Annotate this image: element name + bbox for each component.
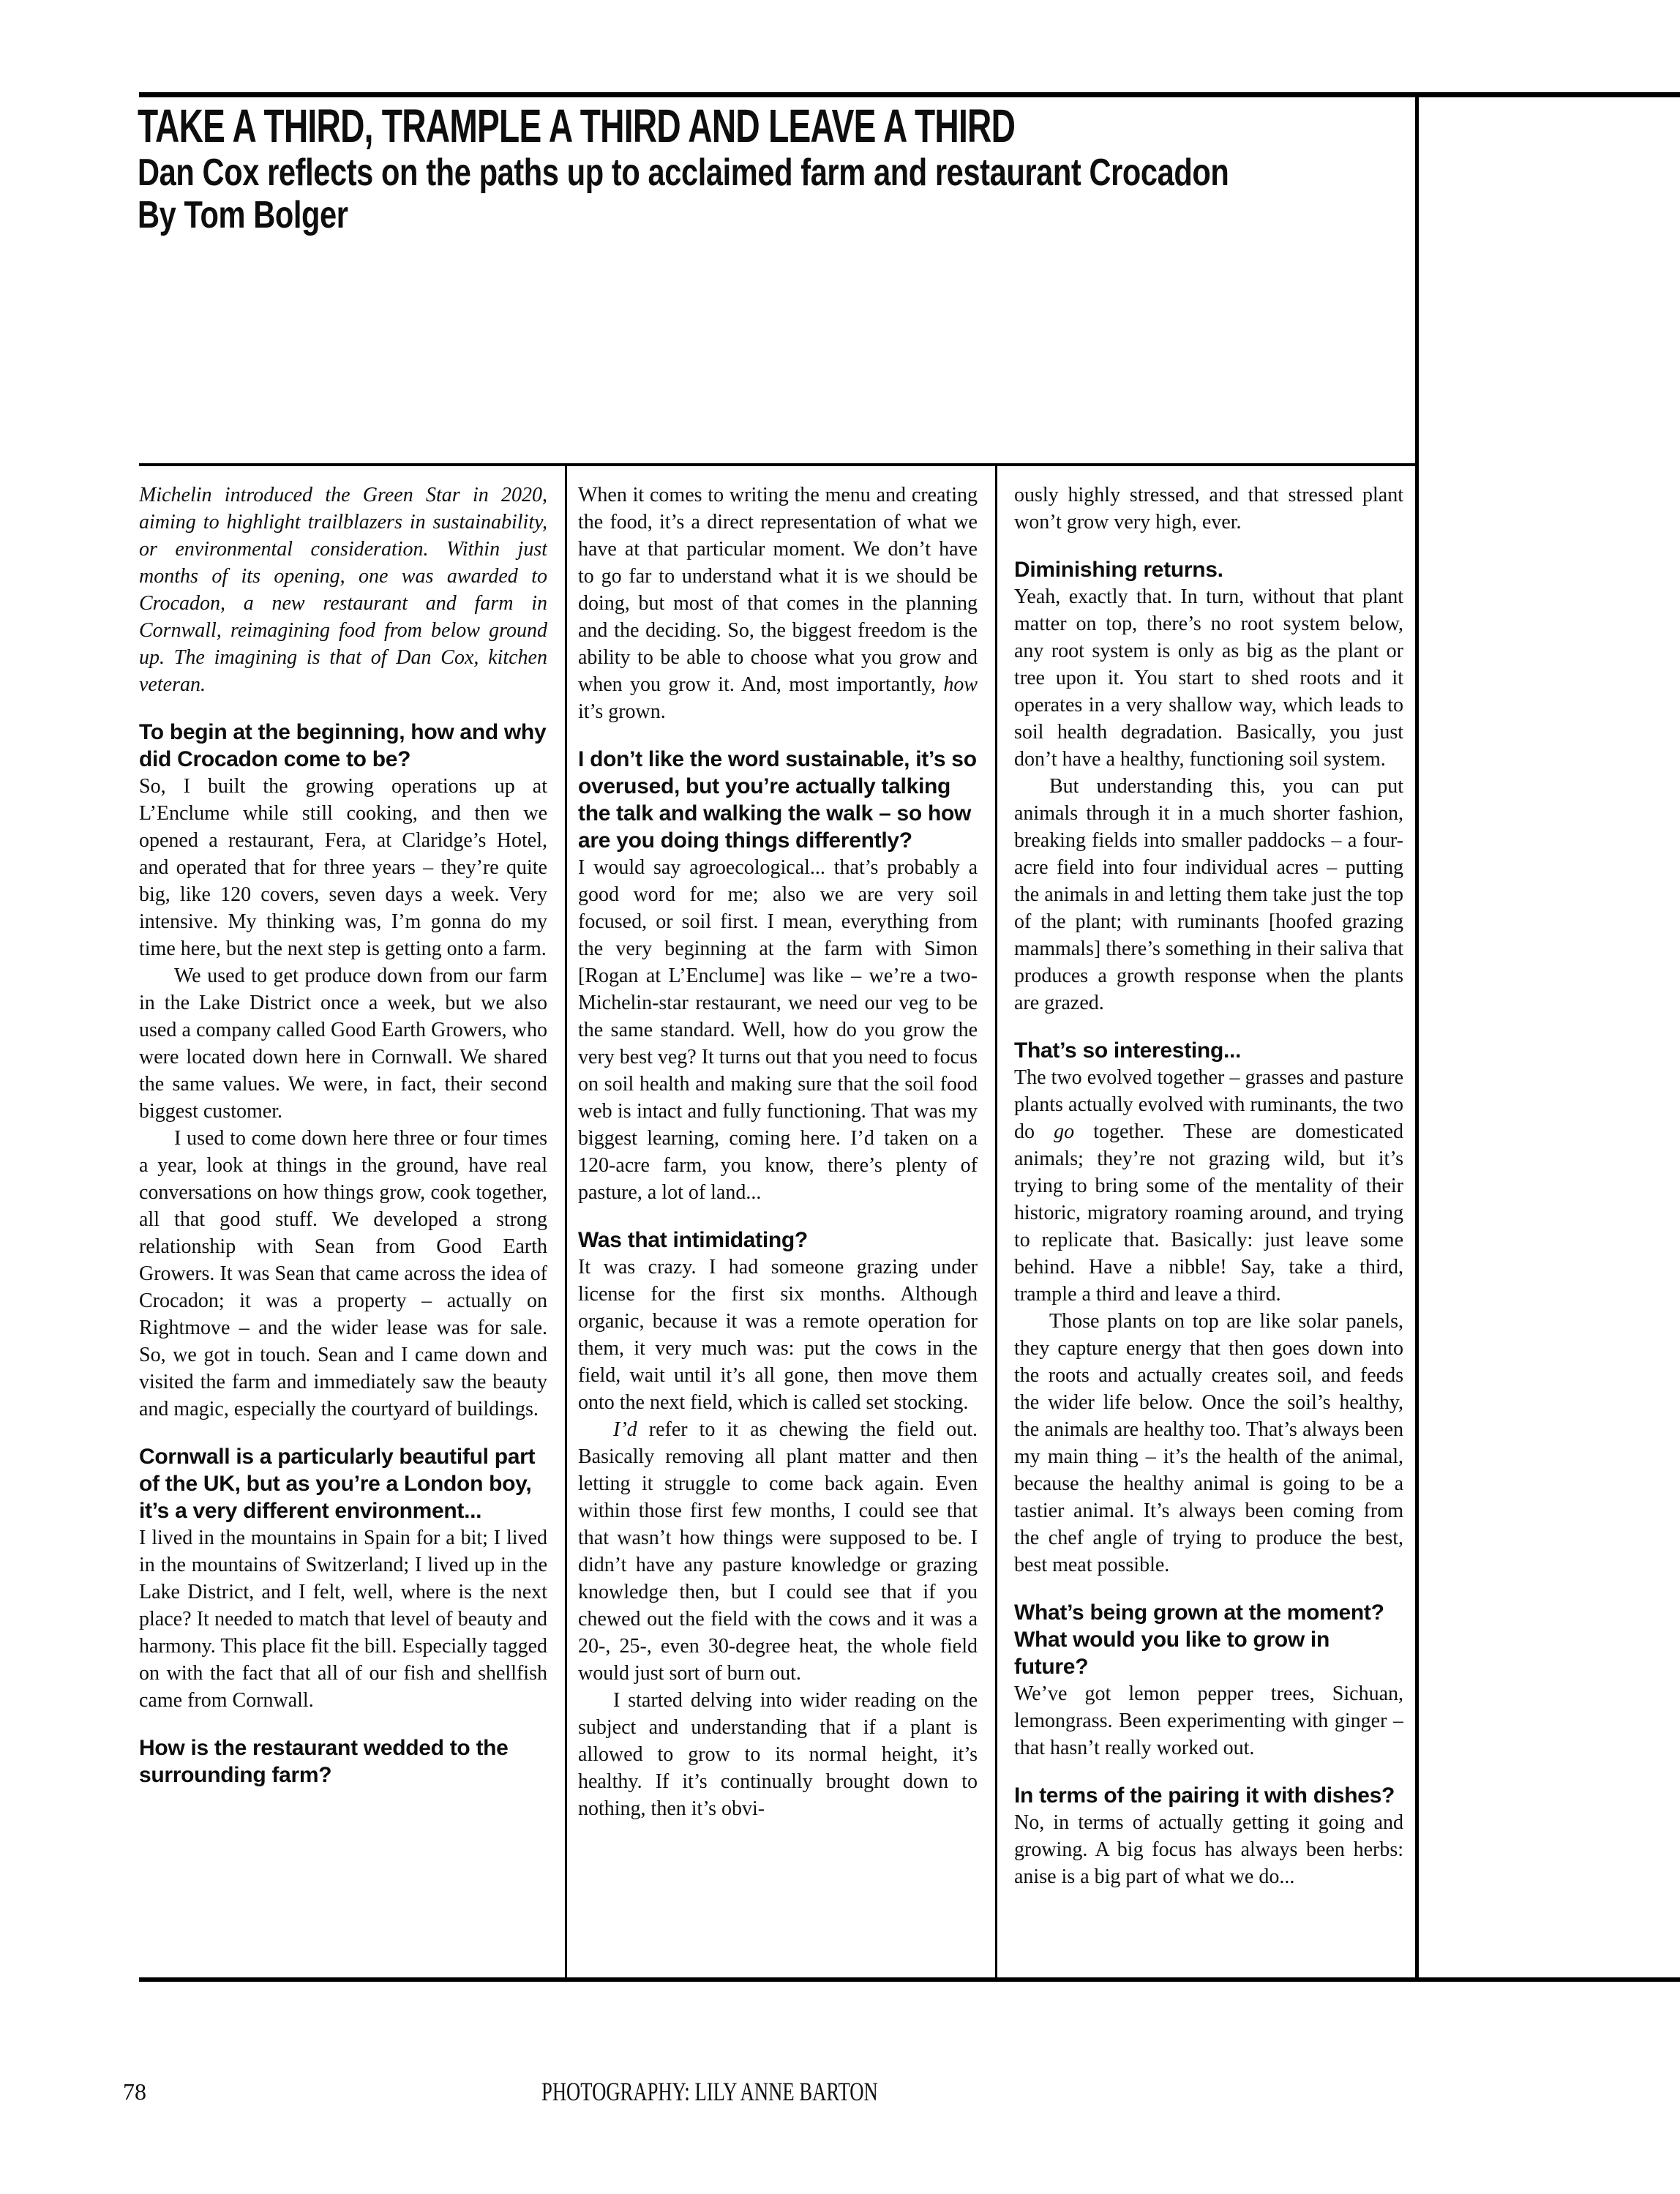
answer-paragraph: We’ve got lemon pepper trees, Sichuan, lemongrass. Been experimenting with ginger – that hasn’t really worked out.: [1014, 1682, 1403, 1759]
question-heading: That’s so interesting...: [1014, 1038, 1242, 1063]
photography-credit: PHOTOGRAPHY: LILY ANNE BARTON: [541, 2077, 878, 2106]
column-2: [578, 482, 978, 1976]
answer-paragraph: But understanding this, you can put animals through it in a much shorter fashion, breaking fields into smaller paddocks – a four-acre field into four individual acres – putting the animals in and letting them take just the top of the plant; with ruminants [hoofed grazing mammals] there’s something in their saliva that produces a growth response when the plants are grazed.: [1014, 775, 1403, 1014]
question-heading: Diminishing returns.: [1014, 558, 1223, 582]
question-heading: To begin at the beginning, how and why did Crocadon come to be?: [139, 720, 547, 771]
answer-paragraph: No, in terms of actually getting it going and growing. A big focus has always been herbs: anise is a big part of what we do...: [1014, 1811, 1403, 1888]
answer-paragraph: I’d refer to it as chewing the field out. Basically removing all plant matter and then letting it struggle to come back again. Even within those first few months, I could see that that wasn’t how things were supposed to be. I didn’t have any pasture knowledge or grazing knowledge then, but I could see that if you chewed out the field with the cows and it was a 20-, 25-, even 30-degree heat, the whole field would just sort of burn out.: [578, 1418, 978, 1685]
answer-paragraph: It was crazy. I had someone grazing under license for the first six months. Although organic, because it was a remote operation for them, it very much was: put the cows in the field, wait until it’s all gone, then move them onto the next field, which is called set stocking.: [578, 1256, 978, 1414]
article-subtitle: Dan Cox reflects on the paths up to acclaimed farm and restaurant Crocadon: [138, 151, 1229, 194]
column-header-rule: [139, 463, 1415, 466]
column-divider-2: [995, 466, 997, 1977]
column-3: [1014, 482, 1403, 1976]
answer-paragraph: Yeah, exactly that. In turn, without that plant matter on top, there’s no root system below, any root system is only as big as the plant or tree upon it. You start to shed roots and it operates in a very shallow way, which leads to soil health degradation. Basically, you just don’t have a healthy, functioning soil system.: [1014, 585, 1403, 771]
answer-paragraph: The two evolved together – grasses and pasture plants actually evolved with ruminants, the two do go together. These are domesticated animals; they’re not grazing wild, but it’s trying to bring some of the mentality of their historic, migratory roaming around, and trying to replicate that. Basically: just leave some behind. Have a nibble! Say, take a third, trample a third and leave a third.: [1014, 1066, 1403, 1306]
question-heading: What’s being grown at the moment? What would you like to grow in future?: [1014, 1600, 1384, 1679]
answer-paragraph: ously highly stressed, and that stressed plant won’t grow very high, ever.: [1014, 484, 1403, 533]
question-heading: In terms of the pairing it with dishes?: [1014, 1783, 1395, 1808]
column-1: [139, 482, 547, 1976]
question-heading: Was that intimidating?: [578, 1228, 808, 1252]
answer-paragraph: I would say agroecological... that’s probably a good word for me; also we are very soil focused, or soil first. I mean, everything from the very beginning at the farm with Simon [Rogan at L’Enclume] was like – we’re a two-Michelin-star restaurant, we need our veg to be the same standard. Well, how do you grow the very best veg? It turns out that you need to focus on soil health and making sure that the soil food web is intact and fully functioning. That was my biggest learning, coming here. I’d taken on a 120-acre farm, you know, there’s plenty of pasture, a lot of land...: [578, 856, 978, 1204]
top-rule: [139, 92, 1680, 97]
article-title: TAKE A THIRD, TRAMPLE A THIRD AND LEAVE A THIRD: [138, 100, 1016, 152]
answer-paragraph: Those plants on top are like solar panels, they capture energy that then goes down into the roots and actually creates soil, and feeds the wider life below. Once the soil’s healthy, the animals are healthy too. That’s always been my main thing – it’s the health of the animal, because the healthy animal is going to be a tastier animal. It’s always been coming from the chef angle of trying to produce the best, best meat possible.: [1014, 1310, 1403, 1576]
bottom-rule: [139, 1977, 1680, 1982]
column-divider-1: [565, 466, 567, 1977]
intro-paragraph: Michelin introduced the Green Star in 2020, aiming to highlight trailblazers in sustainability, or environmental consideration. Within just months of its opening, one was awarded to Crocadon, a new restaurant and farm in Cornwall, reimagining food from below ground up. The imagining is that of Dan Cox, kitchen veteran.: [139, 484, 547, 696]
question-heading: I don’t like the word sustainable, it’s so overused, but you’re actually talking the talk and walking the walk – so how are you doing things differently?: [578, 747, 977, 853]
answer-paragraph: When it comes to writing the menu and creating the food, it’s a direct representation of what we have at that particular moment. We don’t have to go far to understand what it is we should be doing, but most of that comes in the planning and the deciding. So, the biggest freedom is the ability to be able to choose what you grow and when you grow it. And, most importantly, how it’s grown.: [578, 484, 978, 723]
answer-paragraph: So, I built the growing operations up at L’Enclume while still cooking, and then we opened a restaurant, Fera, at Claridge’s Hotel, and operated that for three years – they’re quite big, like 120 covers, seven days a week. Very intensive. My thinking was, I’m gonna do my time here, but the next step is getting onto a farm.: [139, 775, 547, 960]
page-number: 78: [123, 2078, 146, 2105]
answer-paragraph: I lived in the mountains in Spain for a bit; I lived in the mountains of Switzerland; I lived up in the Lake District, and I felt, well, where is the next place? It needed to match that level of beauty and harmony. This place fit the bill. Especially tagged on with the fact that all of our fish and shellfish came from Cornwall.: [139, 1527, 547, 1712]
article-byline: By Tom Bolger: [138, 194, 348, 236]
question-heading: Cornwall is a particularly beautiful part of the UK, but as you’re a London boy, it’s a very different environment...: [139, 1445, 536, 1523]
question-heading: How is the restaurant wedded to the surrounding farm?: [139, 1736, 509, 1787]
right-vertical-rule: [1415, 92, 1419, 1982]
answer-paragraph: We used to get produce down from our farm in the Lake District once a week, but we also used a company called Good Earth Growers, who were located down here in Cornwall. We shared the same values. We were, in fact, their second biggest customer.: [139, 965, 547, 1123]
answer-paragraph: I started delving into wider reading on the subject and understanding that if a plant is allowed to grow to its normal height, it’s healthy. If it’s continually brought down to nothing, then it’s obvi-: [578, 1689, 978, 1820]
answer-paragraph: I used to come down here three or four times a year, look at things in the ground, have real conversations on how things grow, cook together, all that good stuff. We developed a strong relationship with Sean from Good Earth Growers. It was Sean that came across the idea of Crocadon; it was a property – actually on Rightmove – and the wider lease was for sale. So, we got in touch. Sean and I came down and visited the farm and immediately saw the beauty and magic, especially the courtyard of buildings.: [139, 1127, 547, 1420]
